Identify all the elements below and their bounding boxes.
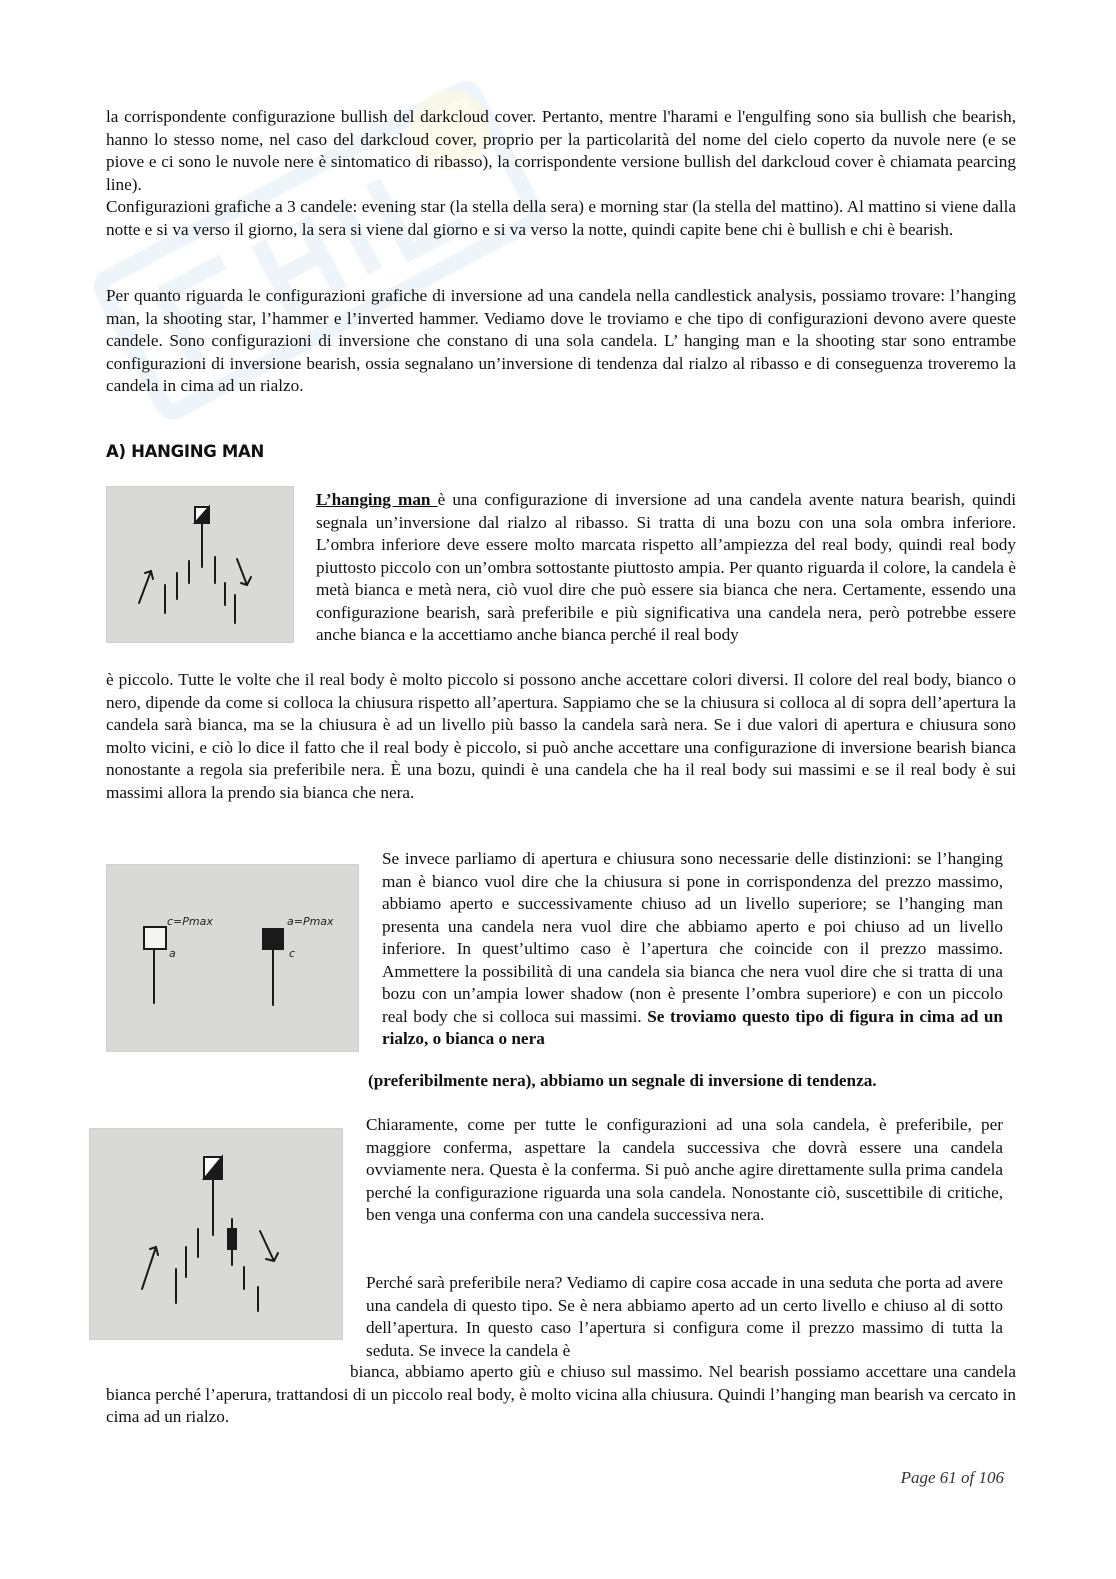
real-body-paragraph: è piccolo. Tutte le volte che il real body è molto piccolo si possono anche accettare colori diversi. Il colore del real body, bianco o nero, dipende da come si colloca la chiusura rispetto all’apertura. Sappiamo che se la chiusura si colloca al di sopra dell’apertura la candela sarà bianca, ma se la chiusura è ad un livello più basso la candela sarà nera. Se i due valori di apertura e chiusura sono molto vicini, e ciò lo dice il fatto che il real body è piccolo, si può anche accettare una configurazione di inversione bearish bianca nonostante a regola sia preferibile nera. È una bozu, quindi è una candela che ha il real body sui massimi e se il real body è sui massimi allora la prendo sia bianca che nera. <box>106 670 1016 802</box>
white-candle-paragraph <box>106 1361 1016 1429</box>
inversion-signal-bold: Se troviamo questo tipo di figura in cima ad un rialzo, o bianca o nera <box>382 1006 1003 1048</box>
sketch-label-left: c=Pmax <box>167 915 213 928</box>
single-candle-paragraph: Per quanto riguarda le configurazioni grafiche di inversione ad una candela nella candlestick analysis, possiamo trovare: l’hanging man, la shooting star, l’hammer e l’inverted hammer. Vediamo dove le troviamo e che tipo di configurazioni devono avere queste candele. Sono configurazioni di inversione che constano di una sola candela. L’ hanging man e la shooting star sono entrambe configurazioni di inversione bearish, ossia segnalano un’inversione di tendenza dal rialzo al ribasso e di conseguenza troveremo la candela in cima ad un rialzo. <box>106 286 1016 395</box>
sketch-label-right: a=Pmax <box>287 915 334 928</box>
hanging-man-candle-icon <box>107 487 293 642</box>
open-close-paragraph <box>382 848 1003 1051</box>
open-close-text: Se invece parliamo di apertura e chiusura sono necessarie delle distinzioni: se l’hanging man è bianco vuol dire che la chiusura si pone in corrispondenza del prezzo massimo, abbiamo aperto e successivamente chiuso ad un livello superiore; se l’hanging man presenta una candela nera vuol dire che abbiamo aperto e poi chiuso ad un livello inferiore. In quest’ultimo caso è l’apertura che coincide con il prezzo massimo. Ammettere la possibilità di una candela sia bianca che nera vuol dire che si tratta di una bozu con un’ampia lower shadow (non è presente l’ombra superiore) e con un piccolo real body che si colloca sui massimi. <box>382 849 1003 1026</box>
intro-paragraph: la corrispondente configurazione bullish del darkcloud cover. Pertanto, mentre l'harami e l'engulfing sono sia bullish che bearish, hanno lo stesso nome, nel caso del darkcloud cover, proprio per la particolarità del nome del cielo coperto da nuvole nere (e se piove e ci sono le nuvole nere è sintomatico di ribasso), la corrispondente versione bullish del darkcloud cover è chiamata pearcing line). <box>106 107 1016 194</box>
sketch-label-left-small: a <box>169 947 176 960</box>
confirmation-candles-icon <box>90 1129 342 1339</box>
hanging-man-sketch-figure <box>106 486 294 643</box>
section-heading: A) HANGING MAN <box>106 442 265 461</box>
hanging-man-wrapped-paragraph <box>316 489 1016 647</box>
hanging-man-term: L’hanging man <box>316 490 438 509</box>
white-candle-text: bianca, abbiamo aperto giù e chiuso sul massimo. Nel bearish possiamo accettare una candela bianca perché l’aperura, trattandosi di un piccolo real body, è molto vicina alla chiusura. Quindi l’hanging man bearish va cercato in cima ad un rialzo. <box>106 1362 1016 1426</box>
why-black-paragraph: Perché sarà preferibile nera? Vediamo di capire cosa accade in una seduta che porta ad avere una candela di questo tipo. Se è nera abbiamo aperto ad un certo livello e chiuso al di sotto dell’apertura. In questo caso l’apertura si configura come il prezzo massimo di tutta la seduta. Se invece la candela è <box>366 1273 1003 1360</box>
white-black-candles-icon <box>107 865 358 1051</box>
sketch-label-right-small: c <box>289 947 296 960</box>
three-candle-paragraph: Configurazioni grafiche a 3 candele: evening star (la stella della sera) e morning star (la stella del mattino). Al mattino si viene dalla notte e si va verso il giorno, la sera si viene dal giorno e si va verso la notte, quindi capite bene chi è bullish e chi è bearish. <box>106 197 1016 239</box>
confirmation-paragraph: Chiaramente, come per tutte le configurazioni ad una sola candela, è preferibile, per maggiore conferma, aspettare la candela successiva che dovrà essere una candela ovviamente nera. Questa è la conferma. Si può anche agire direttamente sulla prima candela perché la configurazione riguarda una sola candela. Nonostante ciò, suscettibile di critiche, ben venga una conferma con una candela successiva nera. <box>366 1115 1003 1224</box>
hanging-man-wrapped-text: è una configurazione di inversione ad una candela avente natura bearish, quindi segnala un’inversione dal rialzo al ribasso. Si tratta di una bozu con una sola ombra inferiore. L’ombra inferiore deve essere molto marcata rispetto all’ampiezza del real body, quindi real body piuttosto piccolo con un’ombra sottostante piuttosto ampia. Per quanto riguarda il colore, la candela è metà bianca e metà nera, ciò vuol dire che può essere sia bianca che nera. Certamente, essendo una configurazione bearish, sarà preferibile e più significativa una candela nera, però potrebbe essere anche bianca e la accettiamo anche bianca perché il real body <box>316 490 1016 644</box>
inversion-signal-line: (preferibilmente nera), abbiamo un segnale di inversione di tendenza. <box>368 1071 877 1090</box>
open-close-sketch-figure <box>106 864 359 1052</box>
page-number: Page 61 of 106 <box>900 1468 1004 1487</box>
confirmation-sketch-figure <box>89 1128 343 1340</box>
